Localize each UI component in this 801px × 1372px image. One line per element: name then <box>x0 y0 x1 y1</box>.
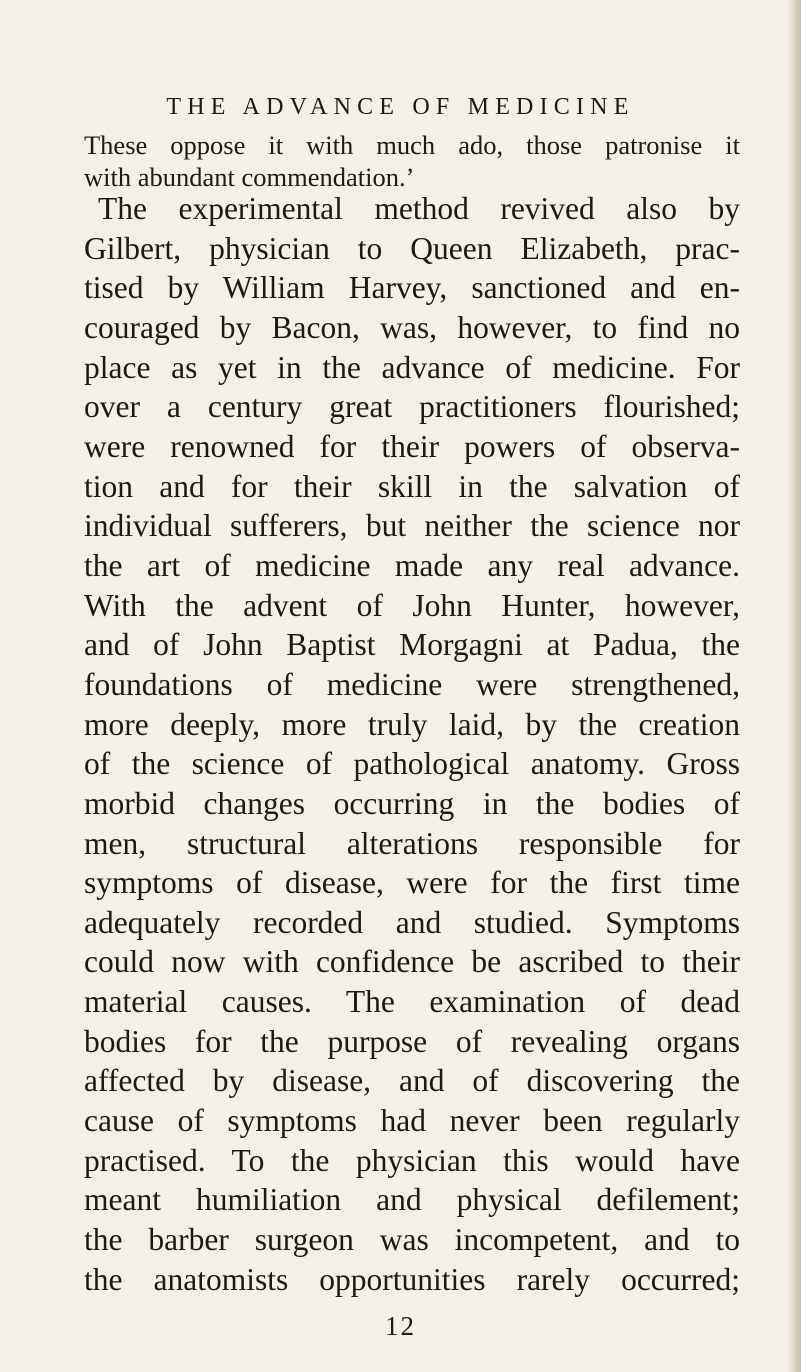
paragraph-line: couraged by Bacon, was, however, to find no <box>84 309 740 345</box>
paragraph-line: practised. To the physician this would have <box>84 1142 740 1178</box>
paragraph-line: adequately recorded and studied. Symptoms <box>84 904 740 940</box>
paragraph-line: place as yet in the advance of medicine. For <box>84 349 740 385</box>
paragraph-line: were renowned for their powers of observa- <box>84 428 740 464</box>
paragraph-line: affected by disease, and of discovering the <box>84 1063 740 1099</box>
body-paragraph <box>84 189 740 1299</box>
paragraph-line: cause of symptoms had never been regularly <box>84 1103 740 1139</box>
page-edge-shadow <box>787 0 801 1372</box>
paragraph-line: symptoms of disease, were for the first time <box>84 865 740 901</box>
paragraph-line: tion and for their skill in the salvation of <box>84 468 740 504</box>
paragraph-line: meant humiliation and physical defilement; <box>84 1182 740 1218</box>
quotation-end <box>84 129 740 193</box>
paragraph-line: men, structural alterations responsible for <box>84 825 740 861</box>
paragraph-line: the art of medicine made any real advance. <box>84 547 740 583</box>
paragraph-line: tised by William Harvey, sanctioned and en- <box>84 270 740 306</box>
paragraph-line: bodies for the purpose of revealing organs <box>84 1023 740 1059</box>
paragraph-line: material causes. The examination of dead <box>84 984 740 1020</box>
intro-line: These oppose it with much ado, those patronise it <box>84 130 740 160</box>
paragraph-line: more deeply, more truly laid, by the creation <box>84 706 740 742</box>
page-number: 12 <box>385 1311 416 1341</box>
paragraph-line: could now with confidence be ascribed to their <box>84 944 740 980</box>
paragraph-line: and of John Baptist Morgagni at Padua, the <box>84 627 740 663</box>
paragraph-line: foundations of medicine were strengthened, <box>84 666 740 702</box>
paragraph-line: morbid changes occurring in the bodies of <box>84 785 740 821</box>
paragraph-line: of the science of pathological anatomy. Gross <box>84 746 740 782</box>
paragraph-line: the barber surgeon was incompetent, and to <box>84 1222 740 1258</box>
running-head: THE ADVANCE OF MEDICINE <box>166 94 635 120</box>
paragraph-line: With the advent of John Hunter, however, <box>84 587 740 623</box>
paragraph-line: The experimental method revived also by <box>98 191 740 226</box>
intro-line: with abundant commendation.’ <box>84 162 415 192</box>
paragraph-line: over a century great practitioners flourished; <box>84 389 740 425</box>
paragraph-line: individual sufferers, but neither the science nor <box>84 508 740 544</box>
paragraph-line: Gilbert, physician to Queen Elizabeth, prac- <box>84 230 740 266</box>
paragraph-line: the anatomists opportunities rarely occurred; <box>84 1261 740 1297</box>
